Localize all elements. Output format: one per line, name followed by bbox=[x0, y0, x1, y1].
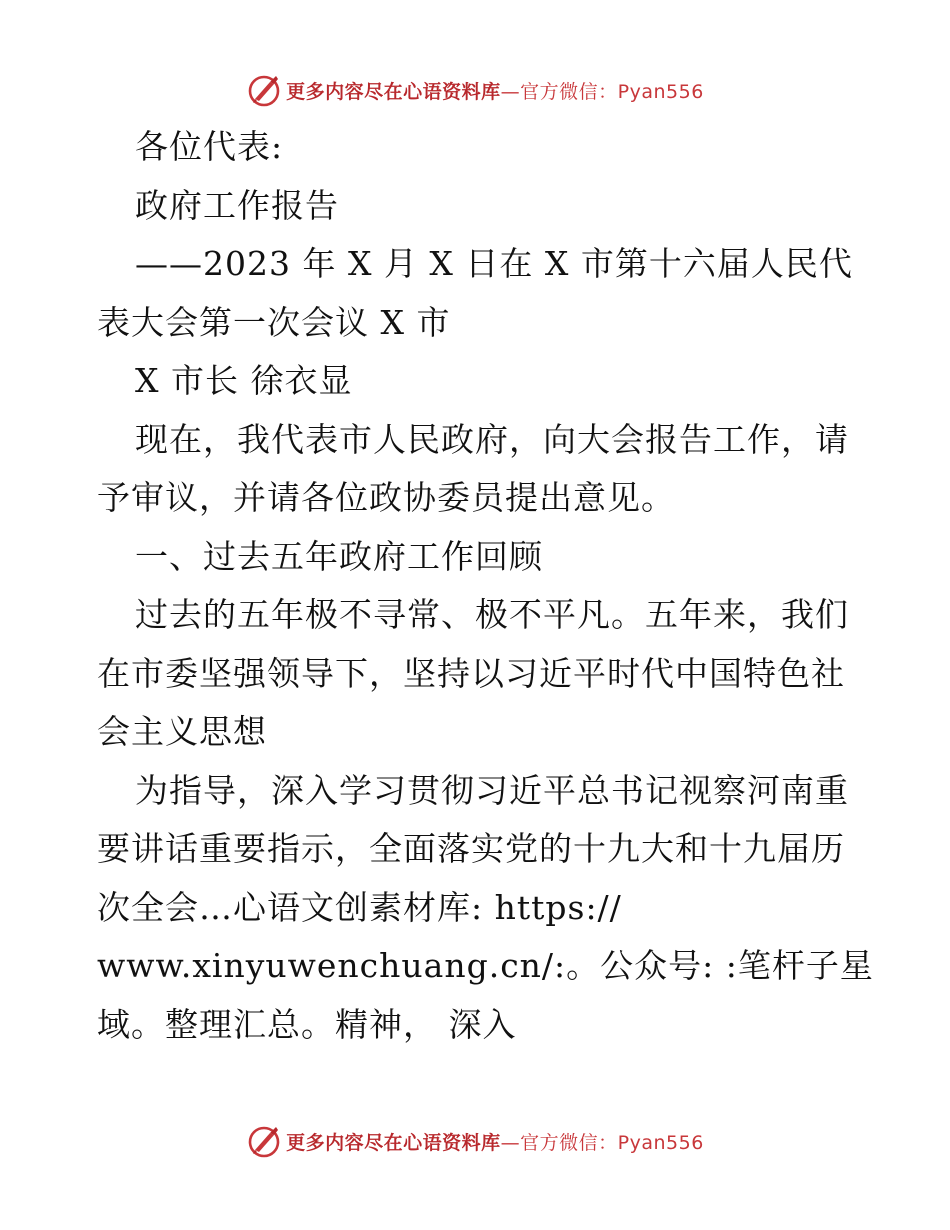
watermark-contact: 官方微信：Pyan556 bbox=[520, 1131, 704, 1154]
document-line: 一、过去五年政府工作回顾 bbox=[135, 536, 543, 576]
watermark-contact: 官方微信：Pyan556 bbox=[520, 80, 704, 103]
document-line: 政府工作报告 bbox=[135, 185, 339, 225]
document-body bbox=[97, 118, 874, 1054]
document-line: 会主义思想 bbox=[97, 712, 267, 751]
document-line: 各位代表: bbox=[135, 127, 284, 166]
watermark-footer bbox=[0, 1121, 950, 1161]
pen-logo-icon bbox=[246, 72, 282, 108]
document-line: ——2023 年 X 月 X 日在 X 市第十六届人民代 bbox=[135, 244, 853, 283]
watermark-separator: — bbox=[500, 80, 521, 103]
watermark-brand: 更多内容尽在心语资料库 bbox=[286, 1131, 501, 1154]
document-line: 予审议，并请各位政协委员提出意见。 bbox=[97, 478, 675, 517]
document-line: X 市长 徐衣显 bbox=[135, 361, 353, 400]
document-line: 现在，我代表市人民政府，向大会报告工作，请 bbox=[135, 419, 849, 459]
document-line: 要讲话重要指示，全面落实党的十九大和十九届历 bbox=[97, 829, 845, 868]
watermark-header bbox=[0, 70, 950, 110]
watermark-separator: — bbox=[500, 1131, 521, 1154]
watermark-text bbox=[286, 77, 704, 104]
pen-logo-icon bbox=[246, 1123, 282, 1159]
document-line: 表大会第一次会议 X 市 bbox=[97, 302, 451, 342]
document-line: www.xinyuwenchuang.cn/:。公众号: :笔杆子星 bbox=[97, 946, 874, 985]
document-line: 域。整理汇总。精神， 深入 bbox=[97, 1004, 517, 1044]
watermark-brand: 更多内容尽在心语资料库 bbox=[286, 80, 501, 103]
document-line: 次全会…心语文创素材库: https:// bbox=[97, 887, 622, 927]
document-line: 为指导，深入学习贯彻习近平总书记视察河南重 bbox=[135, 770, 849, 810]
document-line: 过去的五年极不寻常、极不平凡。五年来，我们 bbox=[135, 595, 849, 634]
document-line: 在市委坚强领导下，坚持以习近平时代中国特色社 bbox=[97, 653, 845, 693]
watermark-text bbox=[286, 1128, 704, 1155]
